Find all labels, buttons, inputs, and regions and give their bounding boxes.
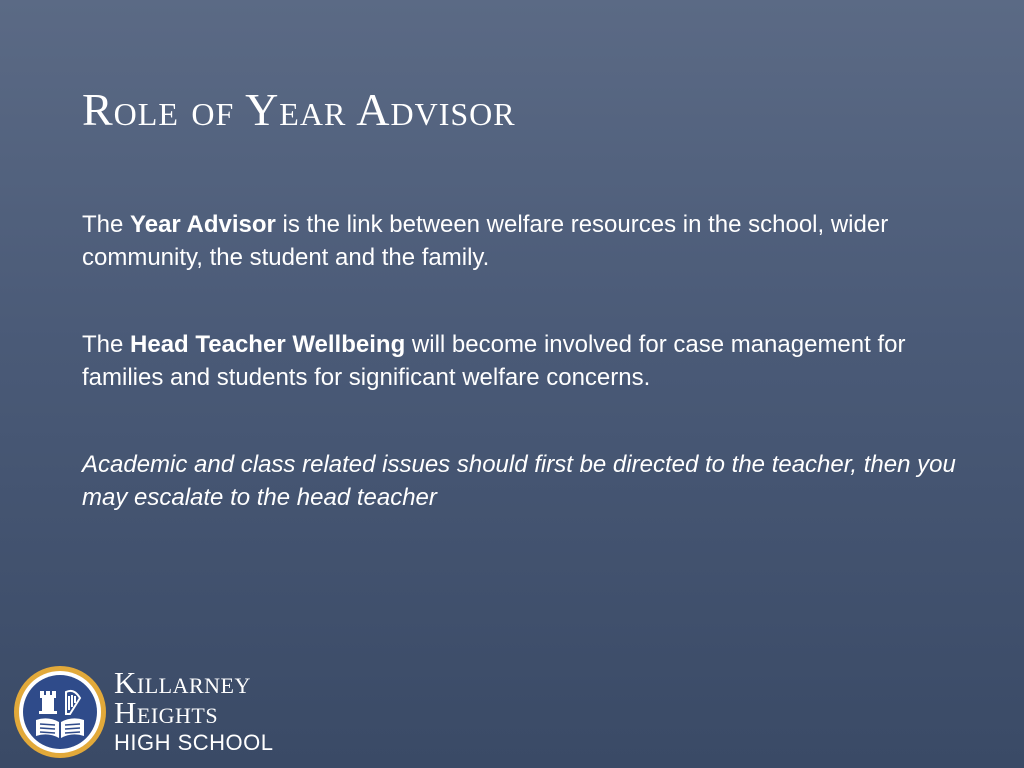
school-name-line-1: Killarney [114,665,251,700]
bold-term-year-advisor: Year Advisor [130,211,276,238]
paragraph-text: will become involved for case management for families and students for significant welfare concerns. [82,331,906,391]
paragraph-head-teacher [82,328,962,394]
school-crest-icon [12,664,108,760]
paragraph-year-advisor [82,208,962,274]
paragraph-text: is the link between welfare resources in the school, wider community, the student and the family. [82,211,889,271]
school-name-line-3: HIGH SCHOOL [114,730,274,755]
school-wordmark [114,665,274,757]
slide-title: Role of Year Advisor [82,84,516,135]
school-logo [12,664,312,760]
paragraph-academic-issues [82,448,962,514]
paragraph-text: The [82,331,131,358]
paragraph-italic-text: Academic and class related issues should first be directed to the teacher, then you may escalate to the head teacher [82,451,956,511]
bold-term-head-teacher-wellbeing: Head Teacher Wellbeing [130,331,406,358]
school-name-line-2: Heights [114,695,219,730]
paragraph-text: The [82,211,131,238]
